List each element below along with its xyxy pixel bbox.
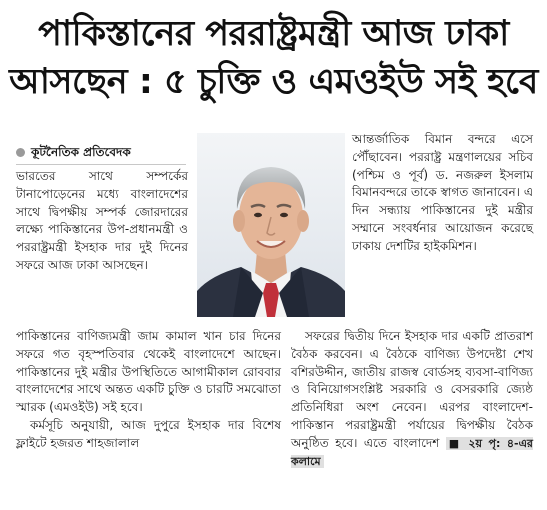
article-column-left-top bbox=[16, 168, 188, 275]
article-paragraph: পাকিস্তানের বাণিজ্যমন্ত্রী জাম কামাল খান চার দিনের সফরে গত বৃহস্পতিবার থেকেই বাংলাদেশে আছেন। পাকিস্তানের দুই মন্ত্রীর উপস্থিতিতে আগামীকাল রোববার বাংলাদেশের সাথে অন্তত একটি চুক্তি ও চারটি সমঝোতা স্মারক (এমওইউ) সই হবে। bbox=[16, 329, 281, 415]
article-paragraph: কর্মসূচি অনুযায়ী, আজ দুপুরে ইসহাক দার বিশেষ ফ্লাইটে হজরত শাহজালাল bbox=[16, 417, 281, 450]
byline-divider bbox=[16, 164, 186, 165]
article-column-left-bottom bbox=[16, 328, 281, 453]
article-paragraph: ভারতের সাথে সম্পর্কের টানাপোড়েনের মধ্যে বাংলাদেশের সাথে দ্বিপক্ষীয় সম্পর্ক জোরদারের লক্ষ্যে পাকিস্তানের উপ-প্রধানমন্ত্রী ও পররাষ্ট্রমন্ত্রী ইসহাক দার দুই দিনের সফরে আজ ঢাকা আসছেন। bbox=[16, 169, 188, 272]
headline bbox=[8, 10, 539, 106]
article-column-right-bottom bbox=[291, 328, 533, 470]
continued-on-page-2-link[interactable]: ■ ২য় পৃ: ৪-এর কলামে bbox=[291, 436, 533, 468]
byline-text: কূটনৈতিক প্রতিবেদক bbox=[31, 145, 131, 159]
article-paragraph-text: সফরের দ্বিতীয় দিনে ইসহাক দার একটি প্রাতরাশ বৈঠক করবেন। এ বৈঠকে বাণিজ্য উপদেষ্টা শেখ বশিরউদ্দীন, জাতীয় রাজস্ব বোর্ডসহ ব্যবসা-বাণিজ্য ও বিনিয়োগসংশ্লিষ্ট সরকারি ও বেসরকারি জ্যেষ্ঠ প্রতিনিধিরা অংশ নেবেন। এরপর বাংলাদেশ-পাকিস্তান পররাষ্ট্রমন্ত্রী পর্যায়ের দ্বিপক্ষীয় বৈঠক অনুষ্ঠিত হবে। এতে বাংলাদেশ bbox=[291, 329, 533, 450]
portrait-photo bbox=[197, 133, 345, 317]
article-paragraph bbox=[291, 328, 533, 470]
headline-line-1: পাকিস্তানের পররাষ্ট্রমন্ত্রী আজ ঢাকা bbox=[38, 14, 509, 54]
headline-line-2: আসছেন : ৫ চুক্তি ও এমওইউ সই হবে bbox=[9, 62, 538, 102]
portrait-image bbox=[197, 133, 345, 317]
article-column-right-top bbox=[352, 131, 533, 256]
byline bbox=[16, 143, 131, 161]
article-paragraph: আন্তর্জাতিক বিমান বন্দরে এসে পৌঁছাবেন। পররাষ্ট্র মন্ত্রণালয়ের সচিব (পশ্চিম ও পূর্ব) ড. নজরুল ইসলাম বিমানবন্দরে তাকে স্বাগত জানাবেন। এ দিন সন্ধ্যায় পাকিস্তানের দুই মন্ত্রীর সম্মানে সংবর্ধনার আয়োজন করেছে ঢাকায় দেশটির হাইকমিশন। bbox=[352, 132, 533, 253]
bullet-dot-icon bbox=[16, 148, 25, 157]
